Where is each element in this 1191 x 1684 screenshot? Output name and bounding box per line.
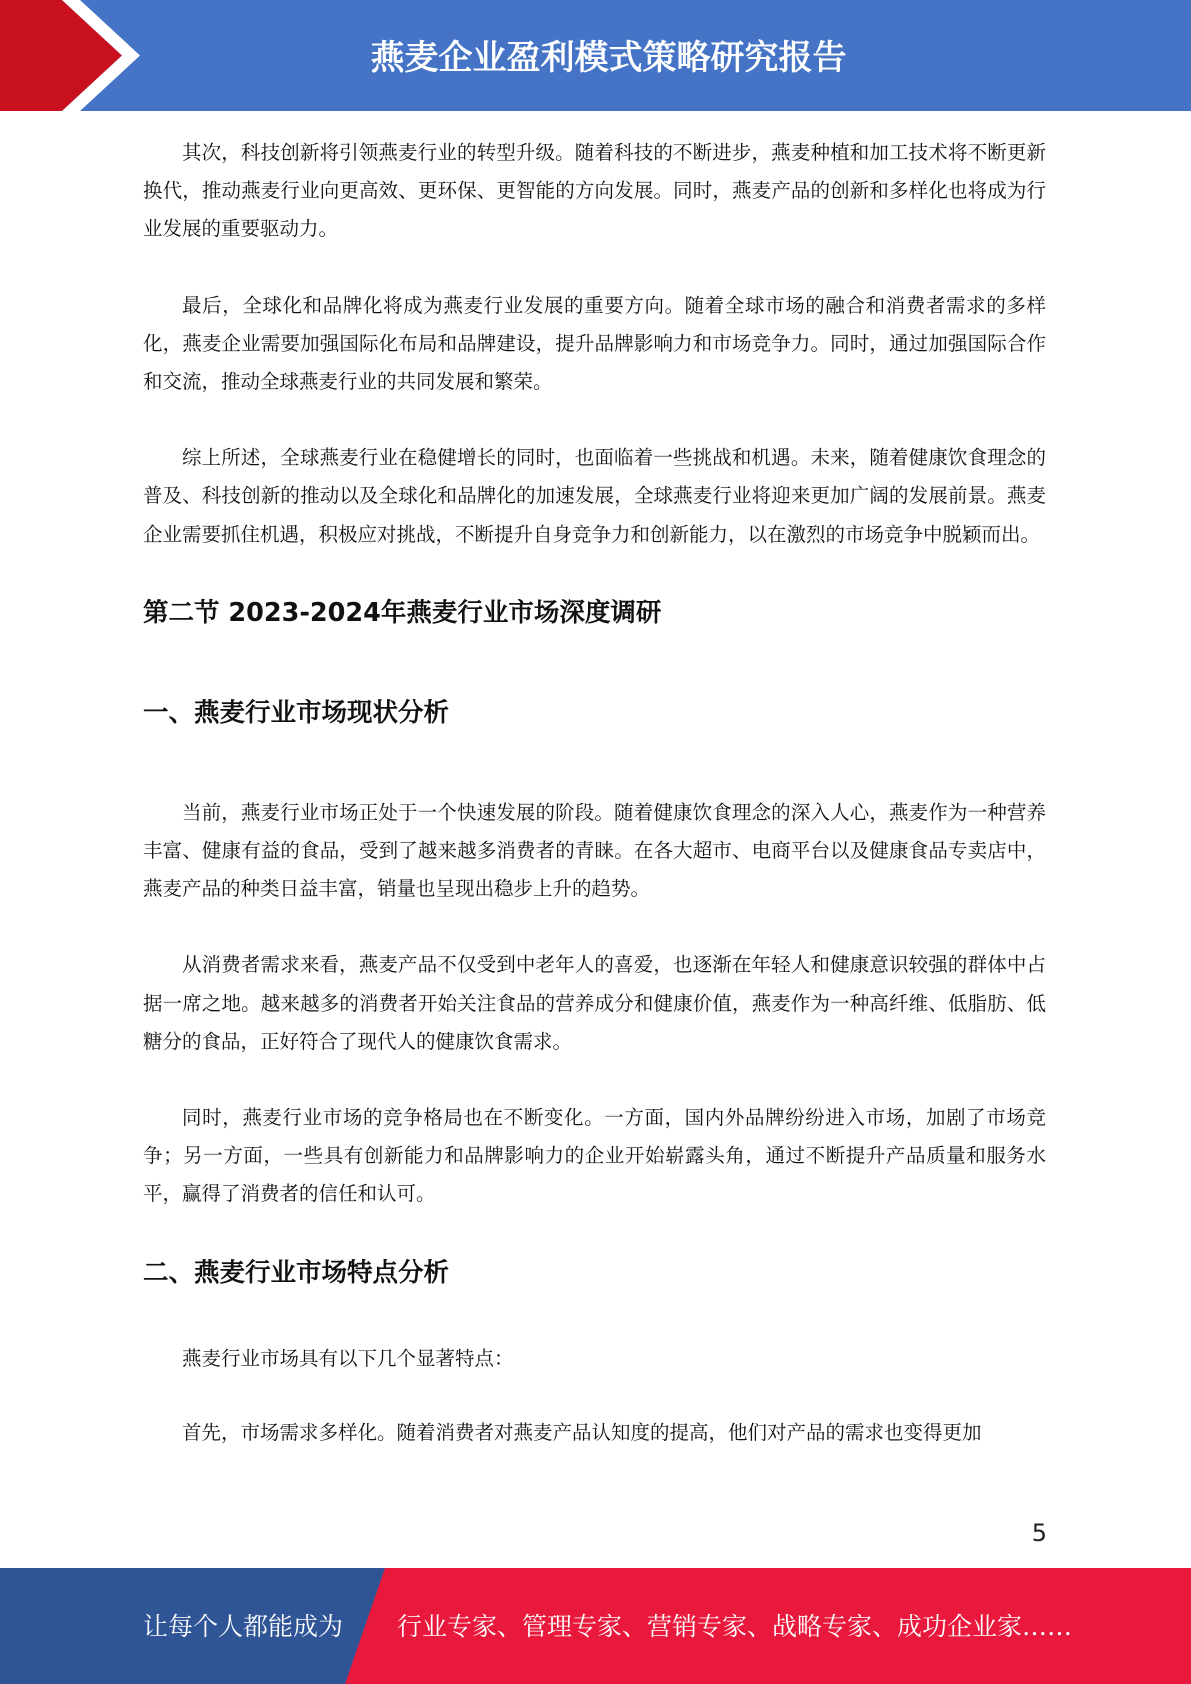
heading-market-features: 二、燕麦行业市场特点分析 [143, 1257, 450, 1288]
page-number: 5 [1031, 1519, 1047, 1547]
main-content [143, 134, 1046, 1490]
paragraph-summary: 综上所述，全球燕麦行业在稳健增长的同时，也面临着一些挑战和机遇。未来，随着健康饮食理念的普及、科技创新的推动以及全球化和品牌化的加速发展，全球燕麦行业将迎来更加广阔的发展前景。燕麦企业需要抓住机遇，积极应对挑战，不断提升自身竞争力和创新能力，以在激烈的市场竞争中脱颖而出。 [143, 446, 1046, 546]
paragraph-competition: 同时，燕麦行业市场的竞争格局也在不断变化。一方面，国内外品牌纷纷进入市场，加剧了市场竞争；另一方面，一些具有创新能力和品牌影响力的企业开始崭露头角，通过不断提升产品质量和服务水平，赢得了消费者的信任和认可。 [143, 1106, 1046, 1206]
footer-slogan-left: 让每个人都能成为 [143, 1612, 344, 1641]
paragraph-features-intro: 燕麦行业市场具有以下几个显著特点： [182, 1346, 514, 1370]
page-header [0, 0, 1191, 111]
paragraph-market-current: 当前，燕麦行业市场正处于一个快速发展的阶段。随着健康饮食理念的深入人心，燕麦作为一种营养丰富、健康有益的食品，受到了越来越多消费者的青睐。在各大超市、电商平台以及健康食品专卖店中，燕麦产品的种类日益丰富，销量也呈现出稳步上升的趋势。 [143, 800, 1046, 901]
section-title: 第二节 2023-2024年燕麦行业市场深度调研 [143, 597, 662, 628]
paragraph-globalization: 最后，全球化和品牌化将成为燕麦行业发展的重要方向。随着全球市场的融合和消费者需求的多样化，燕麦企业需要加强国际化布局和品牌建设，提升品牌影响力和市场竞争力。同时，通过加强国际合作和交流，推动全球燕麦行业的共同发展和繁荣。 [143, 293, 1046, 394]
report-title: 燕麦企业盈利模式策略研究报告 [370, 38, 847, 78]
paragraph-demand-diversity: 首先，市场需求多样化。随着消费者对燕麦产品认知度的提高，他们对产品的需求也变得更加 [182, 1420, 982, 1444]
paragraph-tech-innovation: 其次，科技创新将引领燕麦行业的转型升级。随着科技的不断进步，燕麦种植和加工技术将不断更新换代，推动燕麦行业向更高效、更环保、更智能的方向发展。同时，燕麦产品的创新和多样化也将成为行业发展的重要驱动力。 [143, 141, 1046, 241]
page-footer [0, 1568, 1191, 1684]
paragraph-consumer-demand: 从消费者需求来看，燕麦产品不仅受到中老年人的喜爱，也逐渐在年轻人和健康意识较强的群体中占据一席之地。越来越多的消费者开始关注食品的营养成分和健康价值，燕麦作为一种高纤维、低脂肪、低糖分的食品，正好符合了现代人的健康饮食需求。 [143, 953, 1046, 1053]
footer-slogan-right: 行业专家、管理专家、营销专家、战略专家、成功企业家…… [397, 1612, 1073, 1641]
heading-market-status: 一、燕麦行业市场现状分析 [143, 697, 450, 728]
